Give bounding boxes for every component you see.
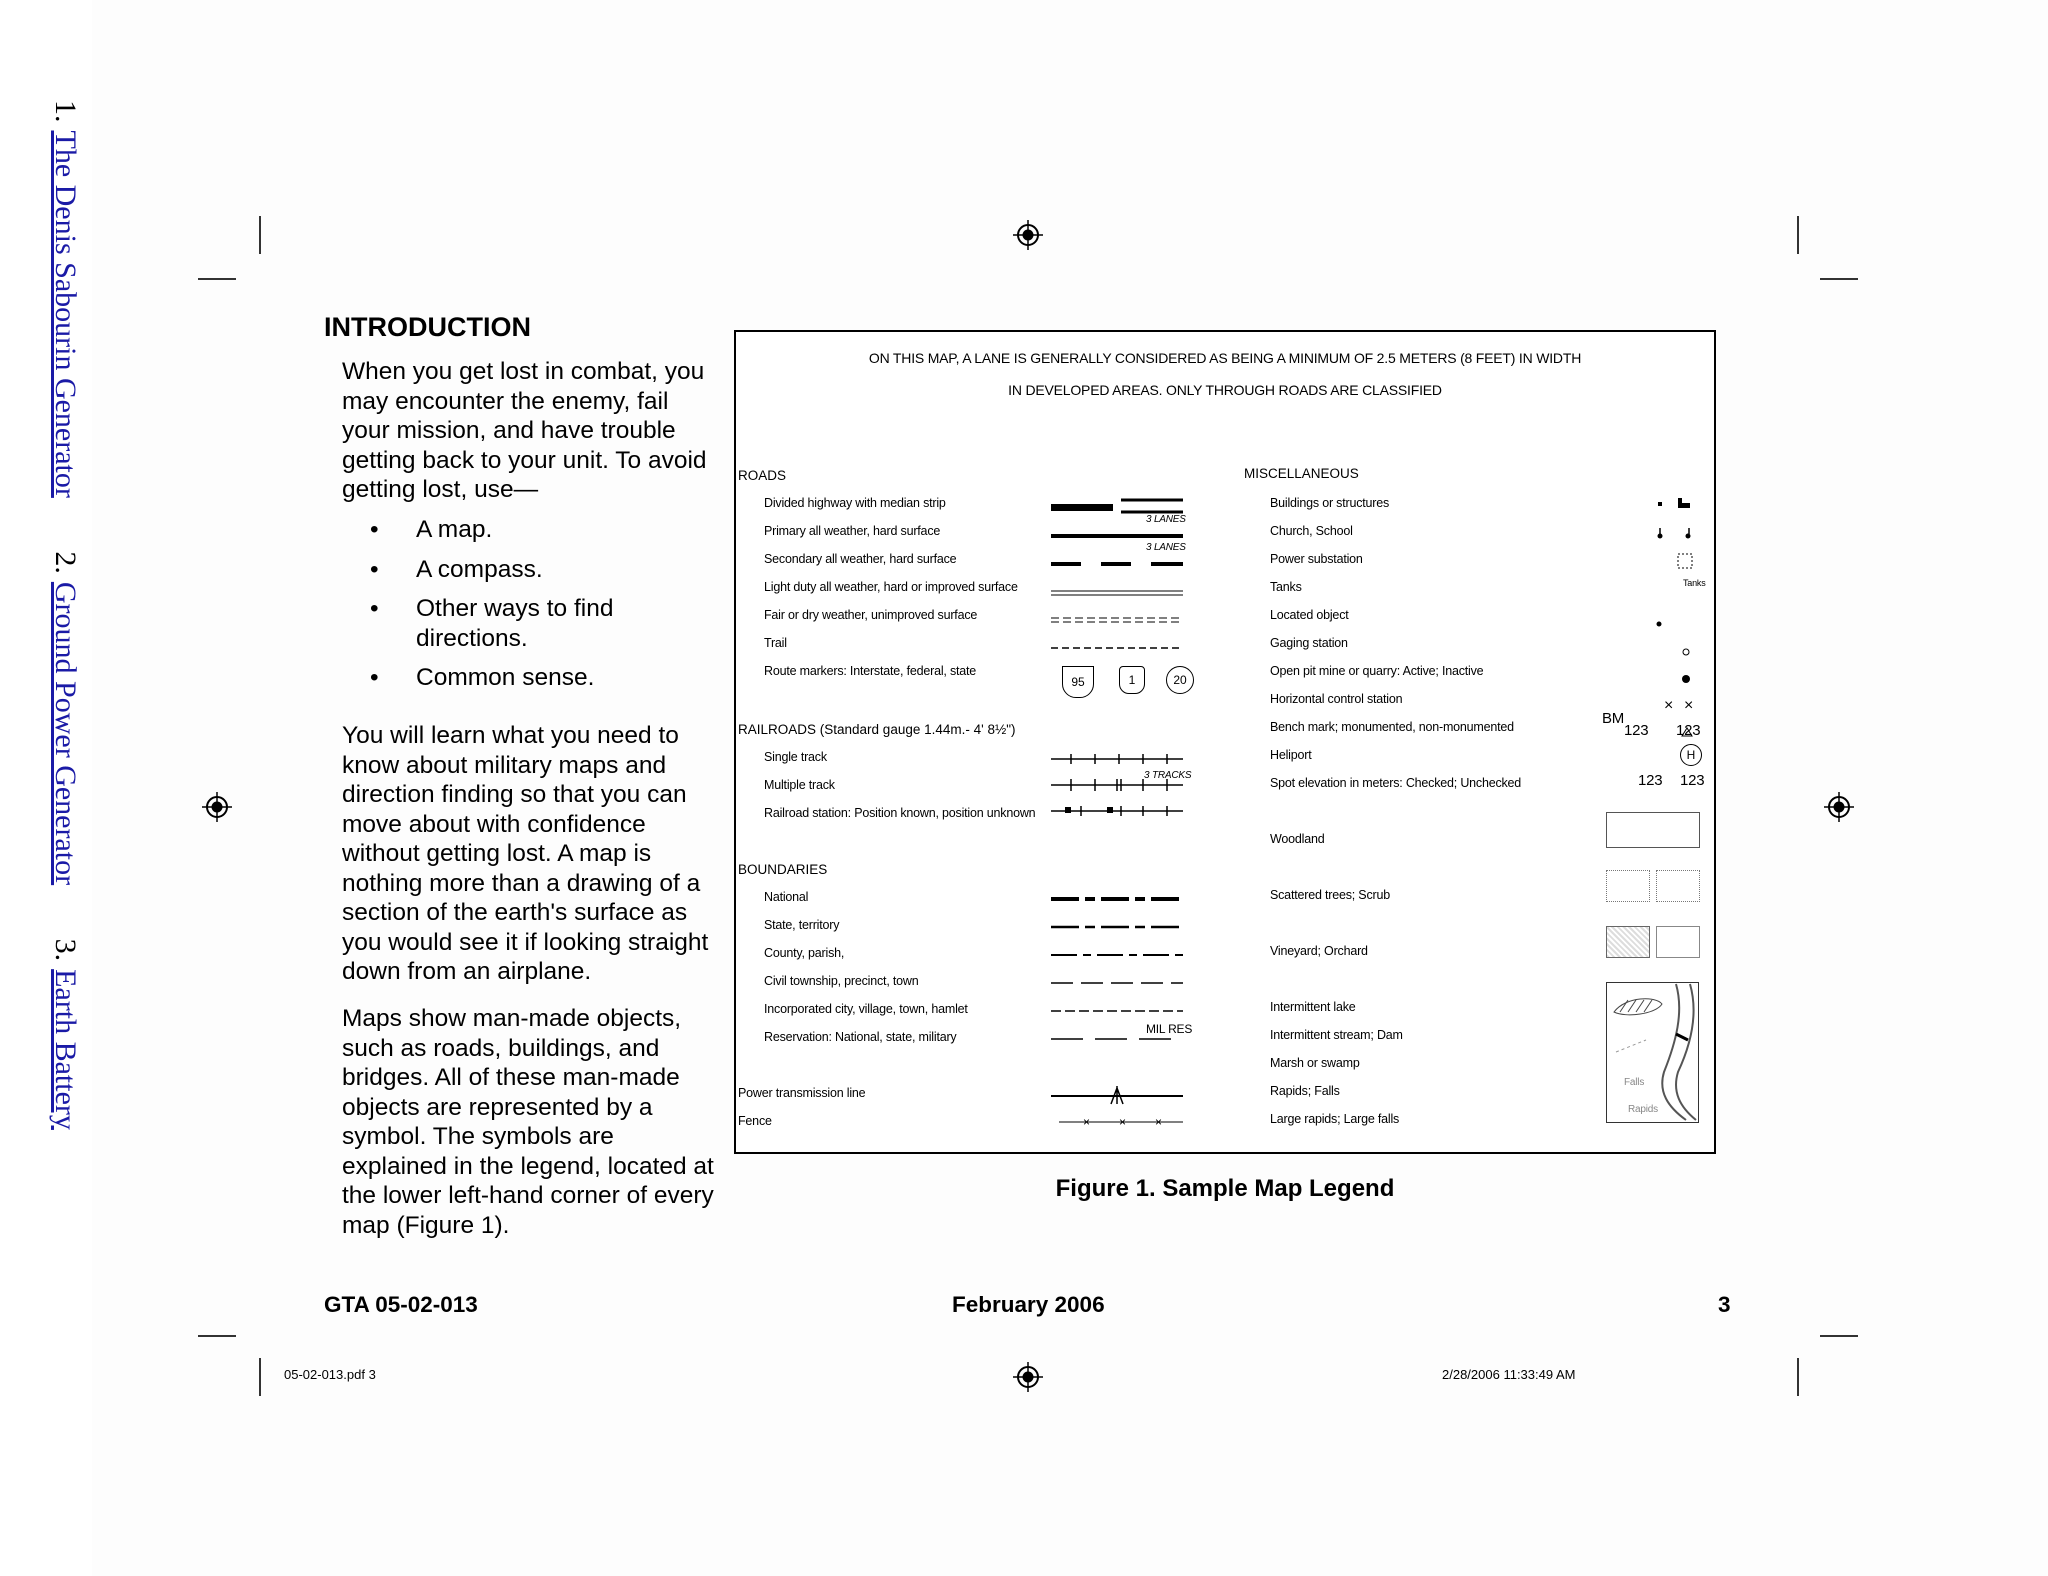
legend-row-misc: Tanks (1270, 580, 1302, 594)
legend-row-road: Light duty all weather, hard or improved surface (764, 580, 1018, 594)
roads-title: ROADS (738, 468, 787, 483)
legend-header-line-1: ON THIS MAP, A LANE IS GENERALLY CONSIDERED AS BEING A MINIMUM OF 2.5 METERS (8 FEET) IN WIDTH (868, 350, 1582, 366)
intro-paragraph-3: Maps show man-made objects, such as roads, buildings, and bridges. All of these man-made objects are represented by a symbol. The symbols are explained in the legend, located at the lower left-hand corner of every map (Figure 1). (342, 1005, 714, 1239)
nav-number: 3. (49, 938, 82, 962)
print-timestamp: 2/28/2006 11:33:49 AM (1442, 1367, 1576, 1382)
bench-mark-value: 123 (1676, 722, 1701, 739)
vertical-nav (48, 100, 82, 1176)
registration-mark-icon (1824, 792, 1854, 822)
state-marker-icon: 20 (1166, 666, 1194, 694)
nav-number: 1. (49, 100, 82, 123)
bench-mark-value: 123 (1624, 722, 1649, 739)
legend-row-road: Route markers: Interstate, federal, state (764, 664, 977, 678)
crop-mark (1820, 1335, 1858, 1337)
registration-mark-icon (1013, 220, 1043, 250)
tanks-label: Tanks (1683, 578, 1706, 588)
boundaries-title: BOUNDARIES (738, 862, 828, 877)
legend-row-misc: Rapids; Falls (1270, 1084, 1340, 1098)
legend-row-railroad: Multiple track (764, 778, 835, 792)
spot-elevation-checked: 123 (1638, 772, 1663, 789)
legend-row-railroad: Railroad station: Position known, position unknown (764, 806, 1036, 820)
crop-mark (259, 216, 261, 254)
scattered-trees-swatch (1606, 870, 1650, 902)
crop-mark (1797, 216, 1799, 254)
svg-text:×: × (1155, 1115, 1163, 1129)
legend-row-misc: Scattered trees; Scrub (1270, 888, 1390, 902)
svg-text:×: × (1664, 697, 1674, 714)
footer-document-id: GTA 05-02-013 (324, 1292, 478, 1317)
svg-text:×: × (1119, 1115, 1127, 1129)
bullet-item: • A map. (342, 515, 722, 545)
legend-row-misc: Church, School (1270, 524, 1353, 538)
legend-row-power-line: Power transmission line (738, 1086, 866, 1100)
misc-symbols-icon (1656, 492, 1711, 742)
crop-mark (1797, 1358, 1799, 1396)
legend-row-boundary: Civil township, precinct, town (764, 974, 919, 988)
legend-row-misc: Located object (1270, 608, 1349, 622)
legend-row-misc: Intermittent stream; Dam (1270, 1028, 1403, 1042)
map-legend-figure (734, 330, 1716, 1154)
legend-row-boundary: County, parish, (764, 946, 845, 960)
woodland-swatch (1606, 812, 1700, 848)
legend-row-road: Fair or dry weather, unimproved surface (764, 608, 978, 622)
falls-label: Falls (1624, 1077, 1645, 1088)
railroads-title: RAILROADS (Standard gauge 1.44m.- 4' 8½") (738, 722, 1016, 737)
legend-row-misc: Heliport (1270, 748, 1312, 762)
legend-row-misc: Bench mark; monumented, non-monumented (1270, 720, 1514, 734)
svg-text:×: × (1083, 1115, 1091, 1129)
bullet-item: • Other ways to find directions. (342, 594, 722, 653)
legend-row-road: Primary all weather, hard surface (764, 524, 941, 538)
interstate-marker-icon: 95 (1062, 666, 1094, 698)
legend-row-misc: Power substation (1270, 552, 1363, 566)
misc-title: MISCELLANEOUS (1244, 466, 1359, 481)
legend-row-misc: Intermittent lake (1270, 1000, 1356, 1014)
legend-row-fence: Fence (738, 1114, 772, 1128)
legend-header-line-2: IN DEVELOPED AREAS. ONLY THROUGH ROADS ARE CLASSIFIED (1008, 382, 1442, 398)
registration-mark-icon (202, 792, 232, 822)
crop-mark (259, 1358, 261, 1396)
nav-link-earth-battery[interactable]: Earth Battery (49, 969, 82, 1130)
lanes-label: 3 LANES (1146, 514, 1186, 525)
intro-paragraph-1: When you get lost in combat, you may encounter the enemy, fail your mission, and have trouble getting back to your unit. To avoid getting lost, use— (342, 358, 707, 503)
legend-row-misc: Spot elevation in meters: Checked; Unchecked (1270, 776, 1522, 790)
figure-caption: Figure 1. Sample Map Legend (1055, 1175, 1395, 1202)
bullet-item: • Common sense. (342, 663, 722, 693)
legend-row-misc: Gaging station (1270, 636, 1348, 650)
legend-row-boundary: Reservation: National, state, military (764, 1030, 957, 1044)
legend-row-misc: Woodland (1270, 832, 1325, 846)
legend-row-road: Divided highway with median strip (764, 496, 946, 510)
footer-page-number: 3 (1718, 1292, 1731, 1317)
svg-text:×: × (1684, 697, 1694, 714)
legend-row-boundary: National (764, 890, 809, 904)
nav-item-3[interactable] (48, 939, 82, 1130)
tracks-label: 3 TRACKS (1144, 770, 1192, 781)
footer-date: February 2006 (952, 1292, 1105, 1317)
legend-row-boundary: Incorporated city, village, town, hamlet (764, 1002, 968, 1016)
spot-elevation-unchecked: 123 (1680, 772, 1705, 789)
nav-link-ground-power-generator[interactable]: Ground Power Generator (49, 581, 82, 886)
crop-mark (198, 278, 236, 280)
lanes-label: 3 LANES (1146, 542, 1186, 553)
legend-row-misc: Horizontal control station (1270, 692, 1403, 706)
print-file-label: 05-02-013.pdf 3 (284, 1367, 376, 1382)
legend-row-boundary: State, territory (764, 918, 840, 932)
nav-item-2[interactable] (48, 551, 82, 885)
mil-res-label: MIL RES (1146, 1022, 1193, 1036)
legend-row-misc: Marsh or swamp (1270, 1056, 1360, 1070)
crop-mark (1820, 278, 1858, 280)
intro-paragraph-2: You will learn what you need to know about military maps and direction finding so that you can move about with confidence without getting lost. A map is nothing more than a drawing of a section of the earth's surface as you would see it if looking straight down from an airplane. (342, 722, 709, 985)
power-fence-symbols-icon (1051, 1080, 1191, 1130)
legend-row-road: Secondary all weather, hard surface (764, 552, 957, 566)
bullet-item: • A compass. (342, 555, 722, 585)
bench-mark-label: BM (1602, 710, 1625, 727)
legend-row-misc: Large rapids; Large falls (1270, 1112, 1400, 1126)
legend-row-misc: Buildings or structures (1270, 496, 1390, 510)
federal-marker-icon: 1 (1119, 666, 1145, 694)
legend-row-railroad: Single track (764, 750, 827, 764)
heliport-icon: H (1680, 744, 1702, 766)
bullet-list (342, 515, 722, 703)
legend-row-misc: Vineyard; Orchard (1270, 944, 1368, 958)
scrub-swatch (1656, 870, 1700, 902)
section-heading: INTRODUCTION (324, 312, 531, 342)
orchard-swatch (1656, 926, 1700, 958)
nav-link-denis-sabourin-generator[interactable]: The Denis Sabourin Generator (49, 130, 82, 498)
railroad-symbols-icon (1051, 747, 1191, 827)
vineyard-swatch (1606, 926, 1650, 958)
rapids-label: Rapids (1628, 1104, 1658, 1115)
registration-mark-icon (1013, 1362, 1043, 1392)
legend-row-misc: Open pit mine or quarry: Active; Inactive (1270, 664, 1484, 678)
legend-row-road: Trail (764, 636, 787, 650)
nav-number: 2. (49, 551, 82, 574)
crop-mark (198, 1335, 236, 1337)
nav-item-1[interactable] (48, 100, 82, 498)
